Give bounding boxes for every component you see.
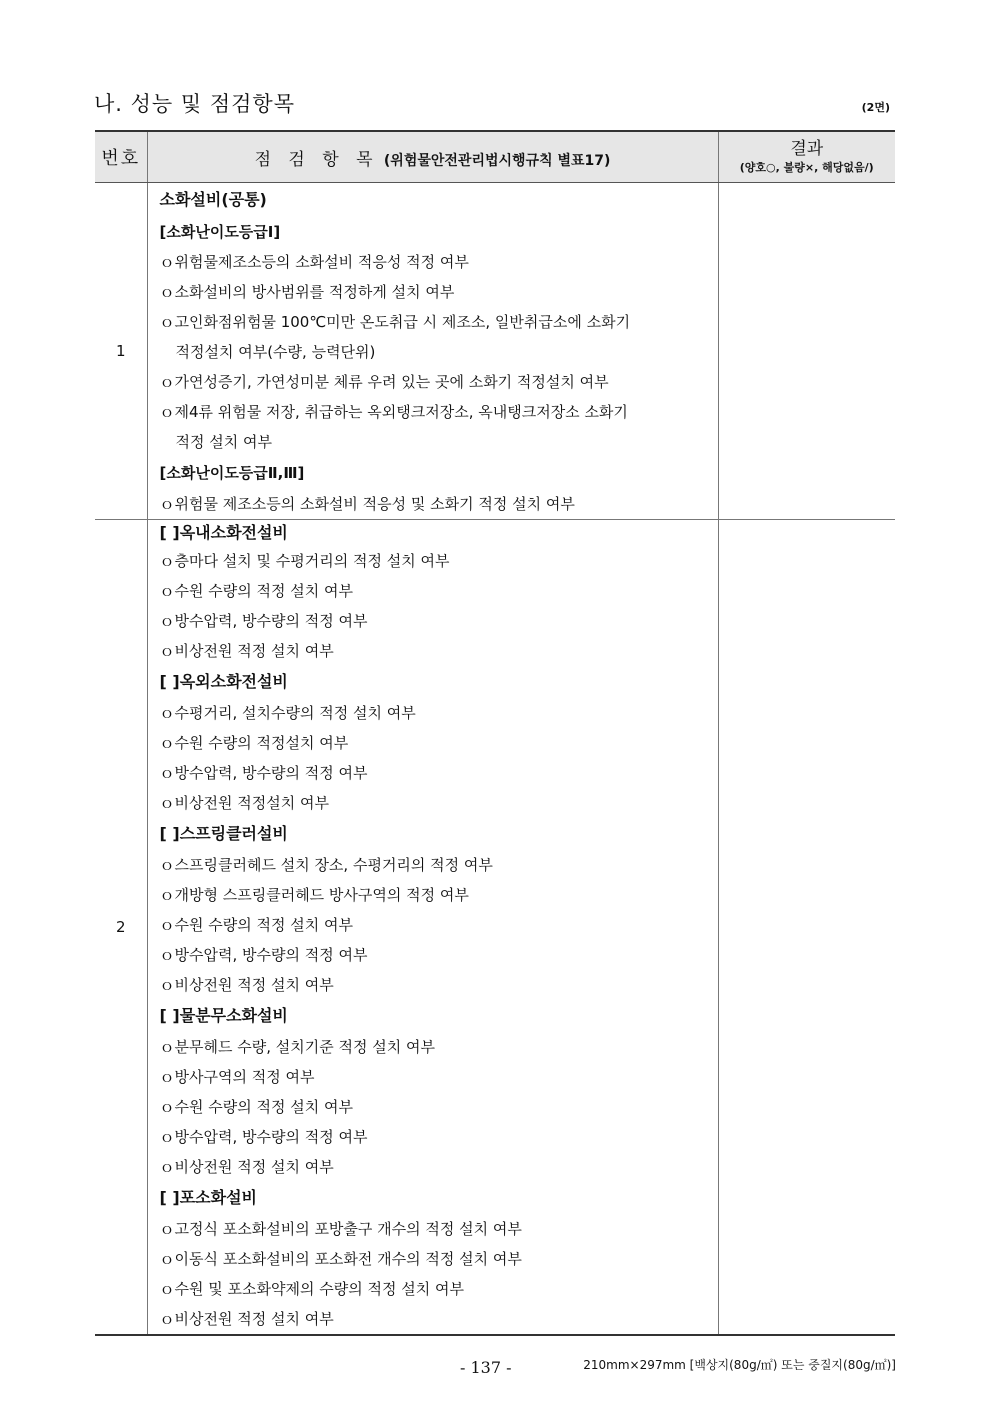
inspection-table [95, 130, 895, 1336]
check-item: ｏ비상전원 적정 설치 여부 [159, 1310, 334, 1328]
row-number: 1 [95, 183, 147, 520]
table-row [95, 520, 895, 1336]
check-item: ｏ소화설비의 방사범위를 적정하게 설치 여부 [159, 283, 455, 301]
row-items [147, 183, 718, 520]
check-item: ｏ방사구역의 적정 여부 [159, 1068, 315, 1086]
grade-heading: [소화난이도등급Ⅱ,Ⅲ] [159, 464, 305, 482]
section-heading: [ ]옥외소화전설비 [159, 672, 288, 691]
check-item: ｏ수원 수량의 적정 설치 여부 [159, 1098, 353, 1116]
check-item: ｏ위험물제조소등의 소화설비 적응성 적정 여부 [159, 253, 469, 271]
check-item: ｏ수원 및 포소화약제의 수량의 적정 설치 여부 [159, 1280, 464, 1298]
header-result-legend: (양호○, 불량×, 해당없음/) [739, 161, 874, 175]
row-number: 2 [95, 520, 147, 1336]
check-item: ｏ층마다 설치 및 수평거리의 적정 설치 여부 [159, 552, 450, 570]
row-items [147, 520, 718, 1336]
section-heading: [ ]스프링클러설비 [159, 824, 288, 843]
check-item: ｏ방수압력, 방수량의 적정 여부 [159, 612, 368, 630]
section-heading: [ ]포소화설비 [159, 1188, 257, 1207]
check-item: ｏ고정식 포소화설비의 포방출구 개수의 적정 설치 여부 [159, 1220, 522, 1238]
check-item: ｏ비상전원 적정 설치 여부 [159, 1158, 334, 1176]
page-number: - 137 - [460, 1358, 512, 1377]
result-cell[interactable] [718, 520, 895, 1336]
check-item: ｏ위험물 제조소등의 소화설비 적응성 및 소화기 적정 설치 여부 [159, 495, 575, 513]
section-title: 나. 성능 및 점검항목 [94, 92, 295, 116]
check-item: ｏ방수압력, 방수량의 적정 여부 [159, 764, 368, 782]
header-items [147, 131, 718, 183]
check-item: ｏ제4류 위험물 저장, 취급하는 옥외탱크저장소, 옥내탱크저장소 소화기 [159, 403, 628, 421]
section-heading: [ ]물분무소화설비 [159, 1006, 288, 1025]
check-item: ｏ비상전원 적정 설치 여부 [159, 642, 334, 660]
check-item: ｏ방수압력, 방수량의 적정 여부 [159, 946, 368, 964]
check-item: 적정 설치 여부 [175, 433, 272, 451]
check-item: 적정설치 여부(수량, 능력단위) [175, 343, 376, 361]
grade-heading: [소화난이도등급Ⅰ] [159, 223, 281, 241]
check-item: ｏ고인화점위험물 100℃미만 온도취급 시 제조소, 일반취급소에 소화기 [159, 313, 631, 331]
check-item: ｏ비상전원 적정설치 여부 [159, 794, 329, 812]
section-heading: 소화설비(공통) [159, 190, 267, 209]
section-heading: [ ]옥내소화전설비 [159, 523, 288, 542]
check-item: ｏ개방형 스프링클러헤드 방사구역의 적정 여부 [159, 886, 469, 904]
header-items-main: 점 검 항 목 [254, 149, 379, 170]
header-result-title: 결과 [790, 138, 824, 159]
table-header-row [95, 131, 895, 183]
header-number: 번호 [95, 131, 147, 183]
check-item: ｏ분무헤드 수량, 설치기준 적정 설치 여부 [159, 1038, 435, 1056]
result-cell[interactable] [718, 183, 895, 520]
check-item: ｏ수원 수량의 적정 설치 여부 [159, 582, 353, 600]
check-item: ｏ방수압력, 방수량의 적정 여부 [159, 1128, 368, 1146]
table-row [95, 183, 895, 520]
check-item: ｏ가연성증기, 가연성미분 체류 우려 있는 곳에 소화기 적정설치 여부 [159, 373, 609, 391]
check-item: ｏ수원 수량의 적정 설치 여부 [159, 916, 353, 934]
check-item: ｏ비상전원 적정 설치 여부 [159, 976, 334, 994]
paper-spec: 210mm×297mm [백상지(80g/㎡) 또는 중질지(80g/㎡)] [583, 1358, 896, 1372]
page-label: (2면) [861, 101, 890, 114]
check-item: ｏ수원 수량의 적정설치 여부 [159, 734, 349, 752]
check-item: ｏ스프링클러헤드 설치 장소, 수평거리의 적정 여부 [159, 856, 493, 874]
header-result [718, 131, 895, 183]
check-item: ｏ이동식 포소화설비의 포소화전 개수의 적정 설치 여부 [159, 1250, 522, 1268]
header-items-ref: (위험물안전관리법시행규칙 별표17) [383, 152, 611, 169]
check-item: ｏ수평거리, 설치수량의 적정 설치 여부 [159, 704, 416, 722]
